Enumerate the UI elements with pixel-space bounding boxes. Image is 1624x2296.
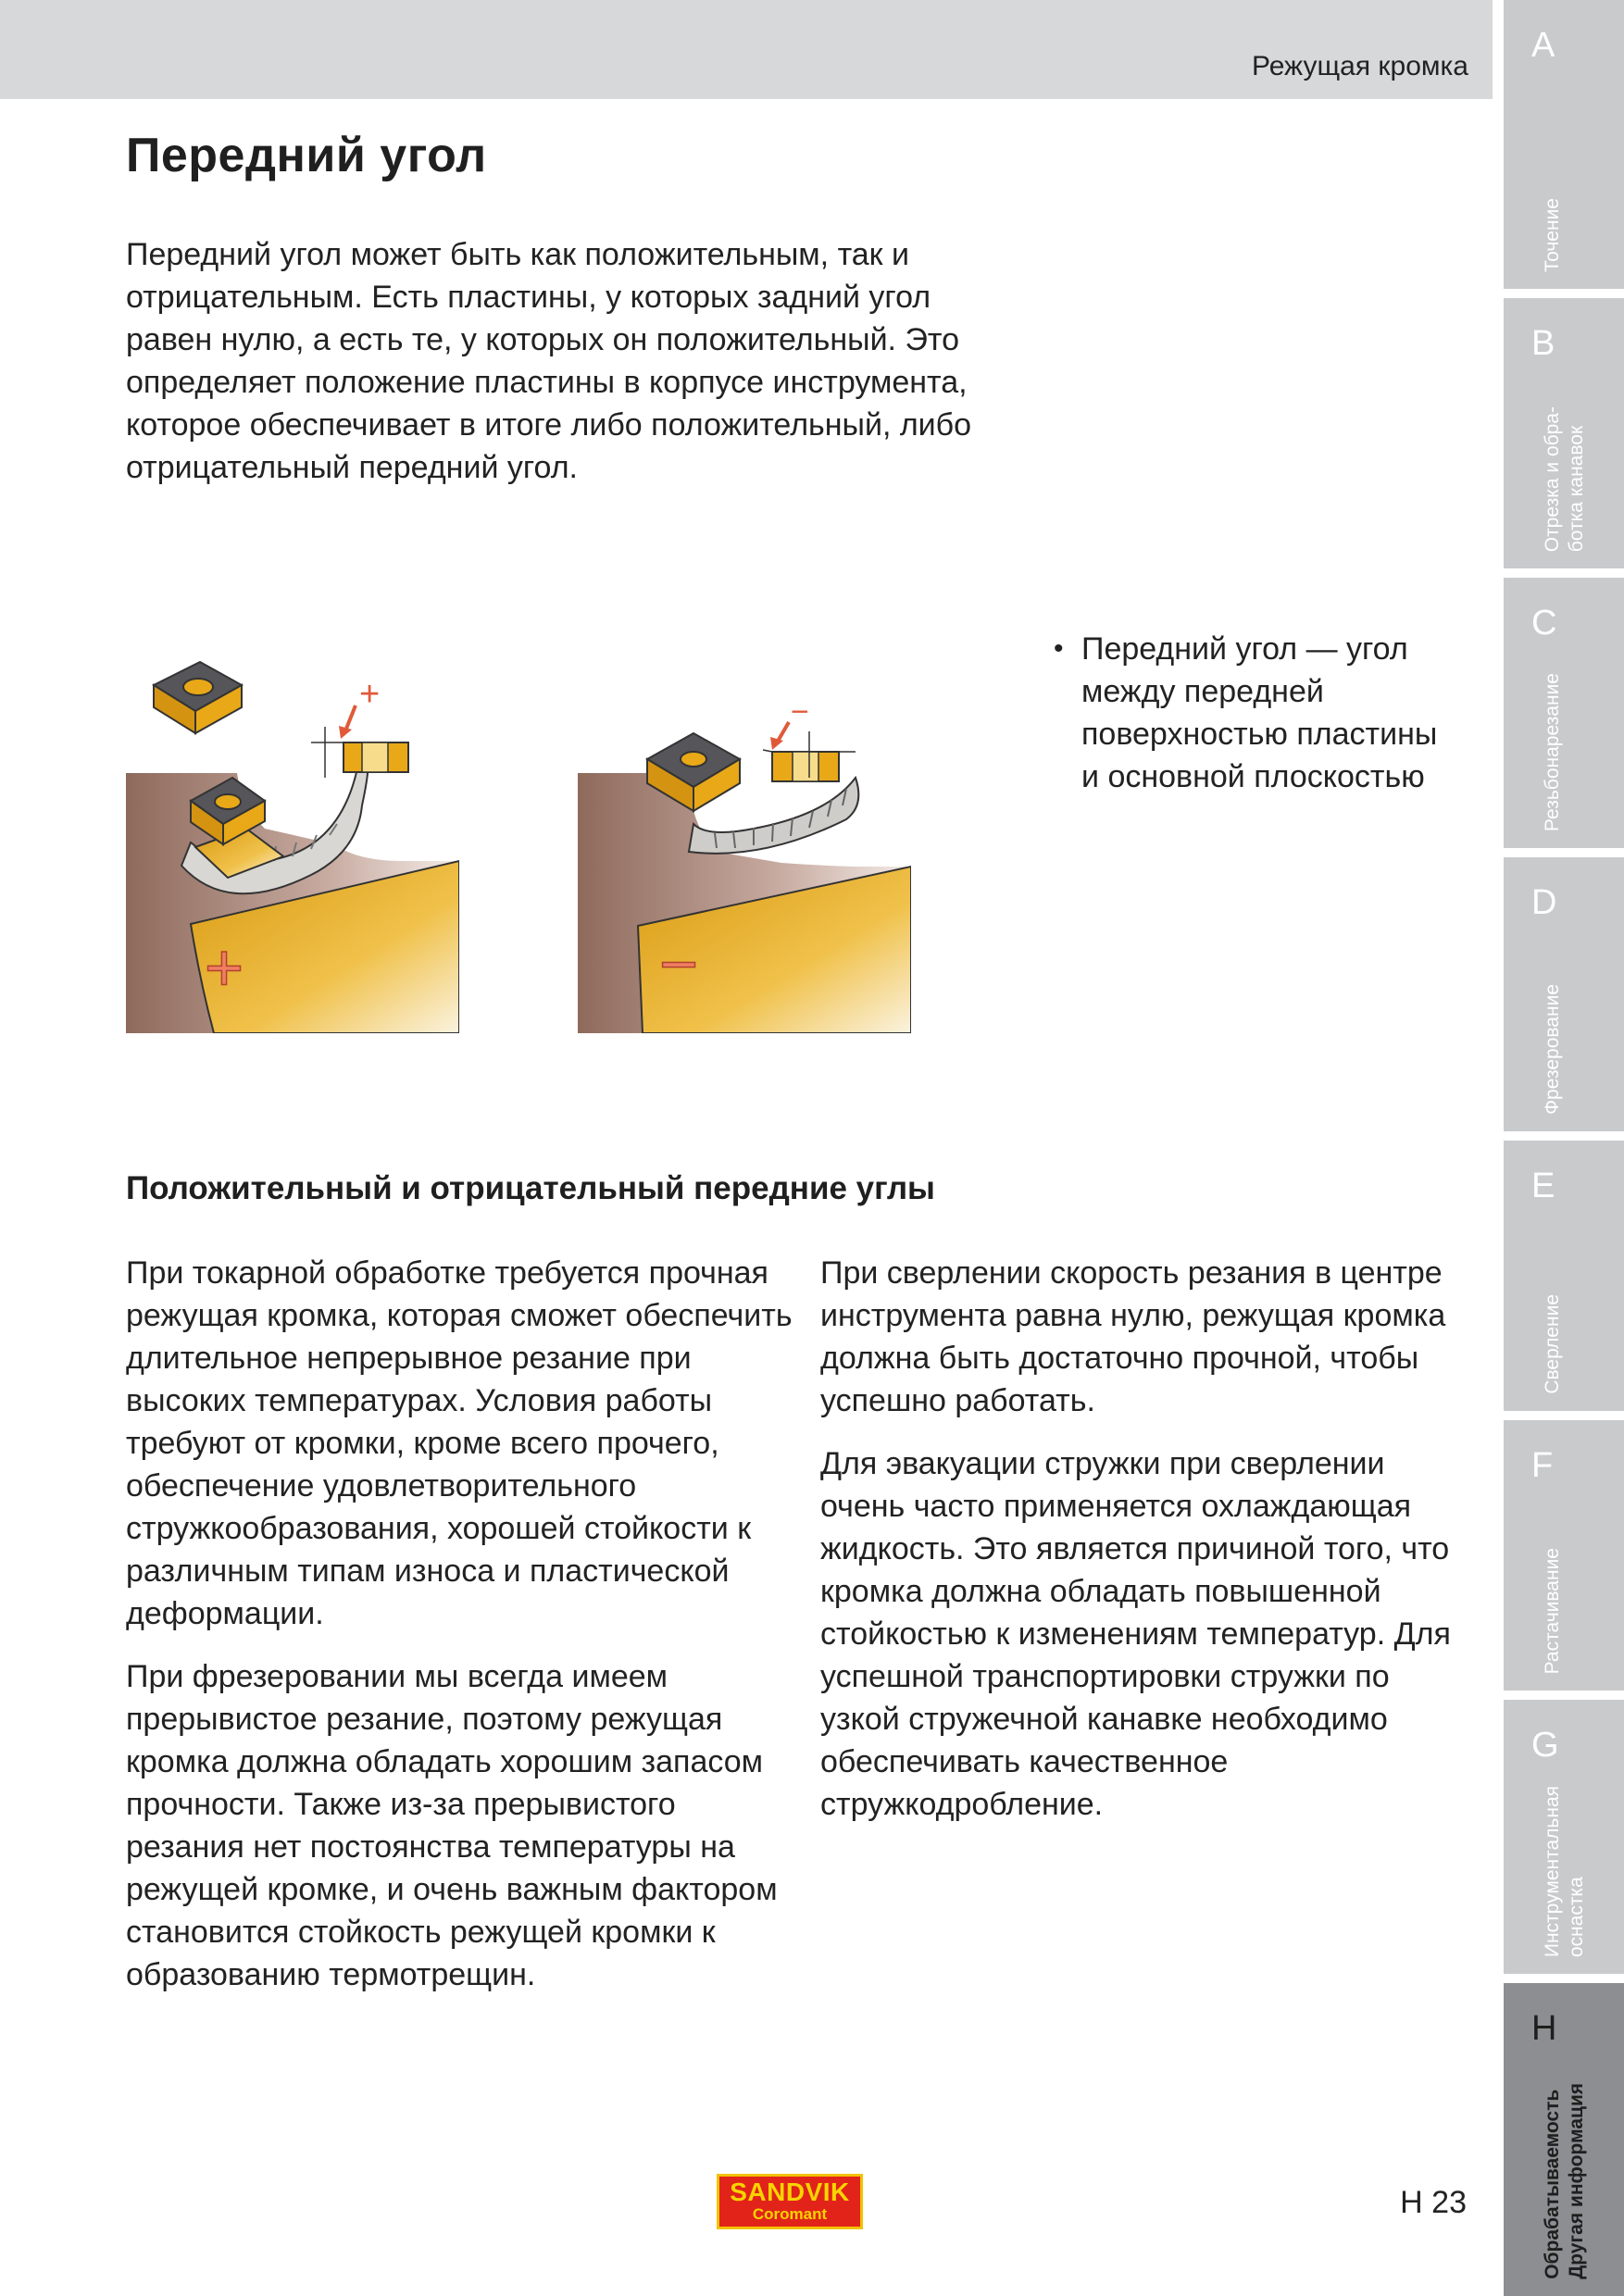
tab-letter: H [1531,2009,1557,2048]
tab-letter: F [1531,1446,1554,1485]
tab-label: Точение [1542,197,1563,272]
bullet-dot: • [1054,633,1064,664]
tab-boring[interactable] [1504,1420,1624,1691]
tab-letter: E [1531,1167,1555,1205]
logo-sub-text: Coromant [752,2205,828,2223]
negative-sign: − [659,928,699,1002]
negative-rake-illustration [578,630,911,1033]
tab-drilling[interactable] [1504,1141,1624,1411]
definition-text: Передний угол — угол между передней поверхностью пластины и основной плоскостью [1081,631,1438,794]
tab-machinability-other[interactable] [1504,1983,1624,2296]
rake-angle-definition [1054,628,1461,798]
sandvik-coromant-logo [717,2174,863,2229]
small-plus-sign: + [359,675,381,714]
right-paragraph: При сверлении скорость резания в центре инструмента равна нулю, режущая кромка должна быть достаточно прочной, чтобы успешно работать. [820,1255,1446,1418]
tab-letter: D [1531,883,1557,922]
tab-label: Фрезерование [1542,984,1563,1115]
right-column [820,1252,1468,1846]
left-paragraph: При токарной обработке требуется прочная режущая кромка, которая сможет обеспечить длительное непрерывное резание при высоких температурах. Условия работы требуют от кромки, кроме всего прочего, обеспечение удовлетворительного стружкообразования, хорошей стойкости к различным типам износа и пластической деформации. [126,1255,793,1631]
tab-threading[interactable] [1504,578,1624,848]
intro-paragraph: Передний угол может быть как положительным, так и отрицательным. Есть пластины, у которых задний угол равен нулю, а есть те, у которых он положительный. Это определяет положение пластины в корпусе инструмента, которое обеспечивает в итоге либо положительный, либо отрицательный передний угол. [126,237,972,485]
section-title: Положительный и отрицательный передние углы [126,1170,935,1206]
section-tabs-sidebar [1504,0,1624,2296]
page-title: Передний угол [126,129,487,182]
header-bar [0,0,1493,99]
tab-label: Обрабатываемость Другая информация [1542,2083,1587,2279]
tab-letter: A [1531,26,1555,65]
tab-letter: G [1531,1726,1559,1765]
tab-tool-holding[interactable] [1504,1700,1624,1974]
tab-letter: C [1531,604,1557,643]
tab-label: Резьбонарезание [1542,672,1563,831]
small-minus-sign: − [791,694,809,730]
left-column [126,1252,793,2016]
tab-letter: B [1531,324,1555,363]
tab-label: Растачивание [1542,1547,1563,1674]
positive-rake-illustration [126,630,459,1033]
positive-sign: + [205,931,244,1005]
logo-main-text: SANDVIK [730,2177,850,2206]
tab-label: Инструментальная оснастка [1542,1785,1587,1957]
tab-milling[interactable] [1504,857,1624,1131]
tab-label: Сверление [1542,1294,1563,1394]
tab-turning[interactable] [1504,0,1624,289]
right-paragraph: Для эвакуации стружки при сверлении очень часто применяется охлаждающая жидкость. Это является причиной того, что кромка должна обладать повышенной стойкостью к изменениям температур. Для успешной транспортировки стружки по узкой стружечной канавке необходимо обеспечивать качественное стружкодробление. [820,1446,1451,1822]
tab-label: Отрезка и обра- ботка канавок [1542,406,1587,552]
left-paragraph: При фрезеровании мы всегда имеем прерывистое резание, поэтому режущая кромка должна обладать хорошим запасом прочности. Также из-за прерывистого резания нет постоянства температуры на режущей кромке, и очень важным фактором становится стойкость режущей кромки к образованию термотрещин. [126,1659,778,1992]
page-number: H 23 [1400,2185,1467,2220]
tab-parting-grooving[interactable] [1504,298,1624,568]
header-title: Режущая кромка [1252,51,1468,81]
